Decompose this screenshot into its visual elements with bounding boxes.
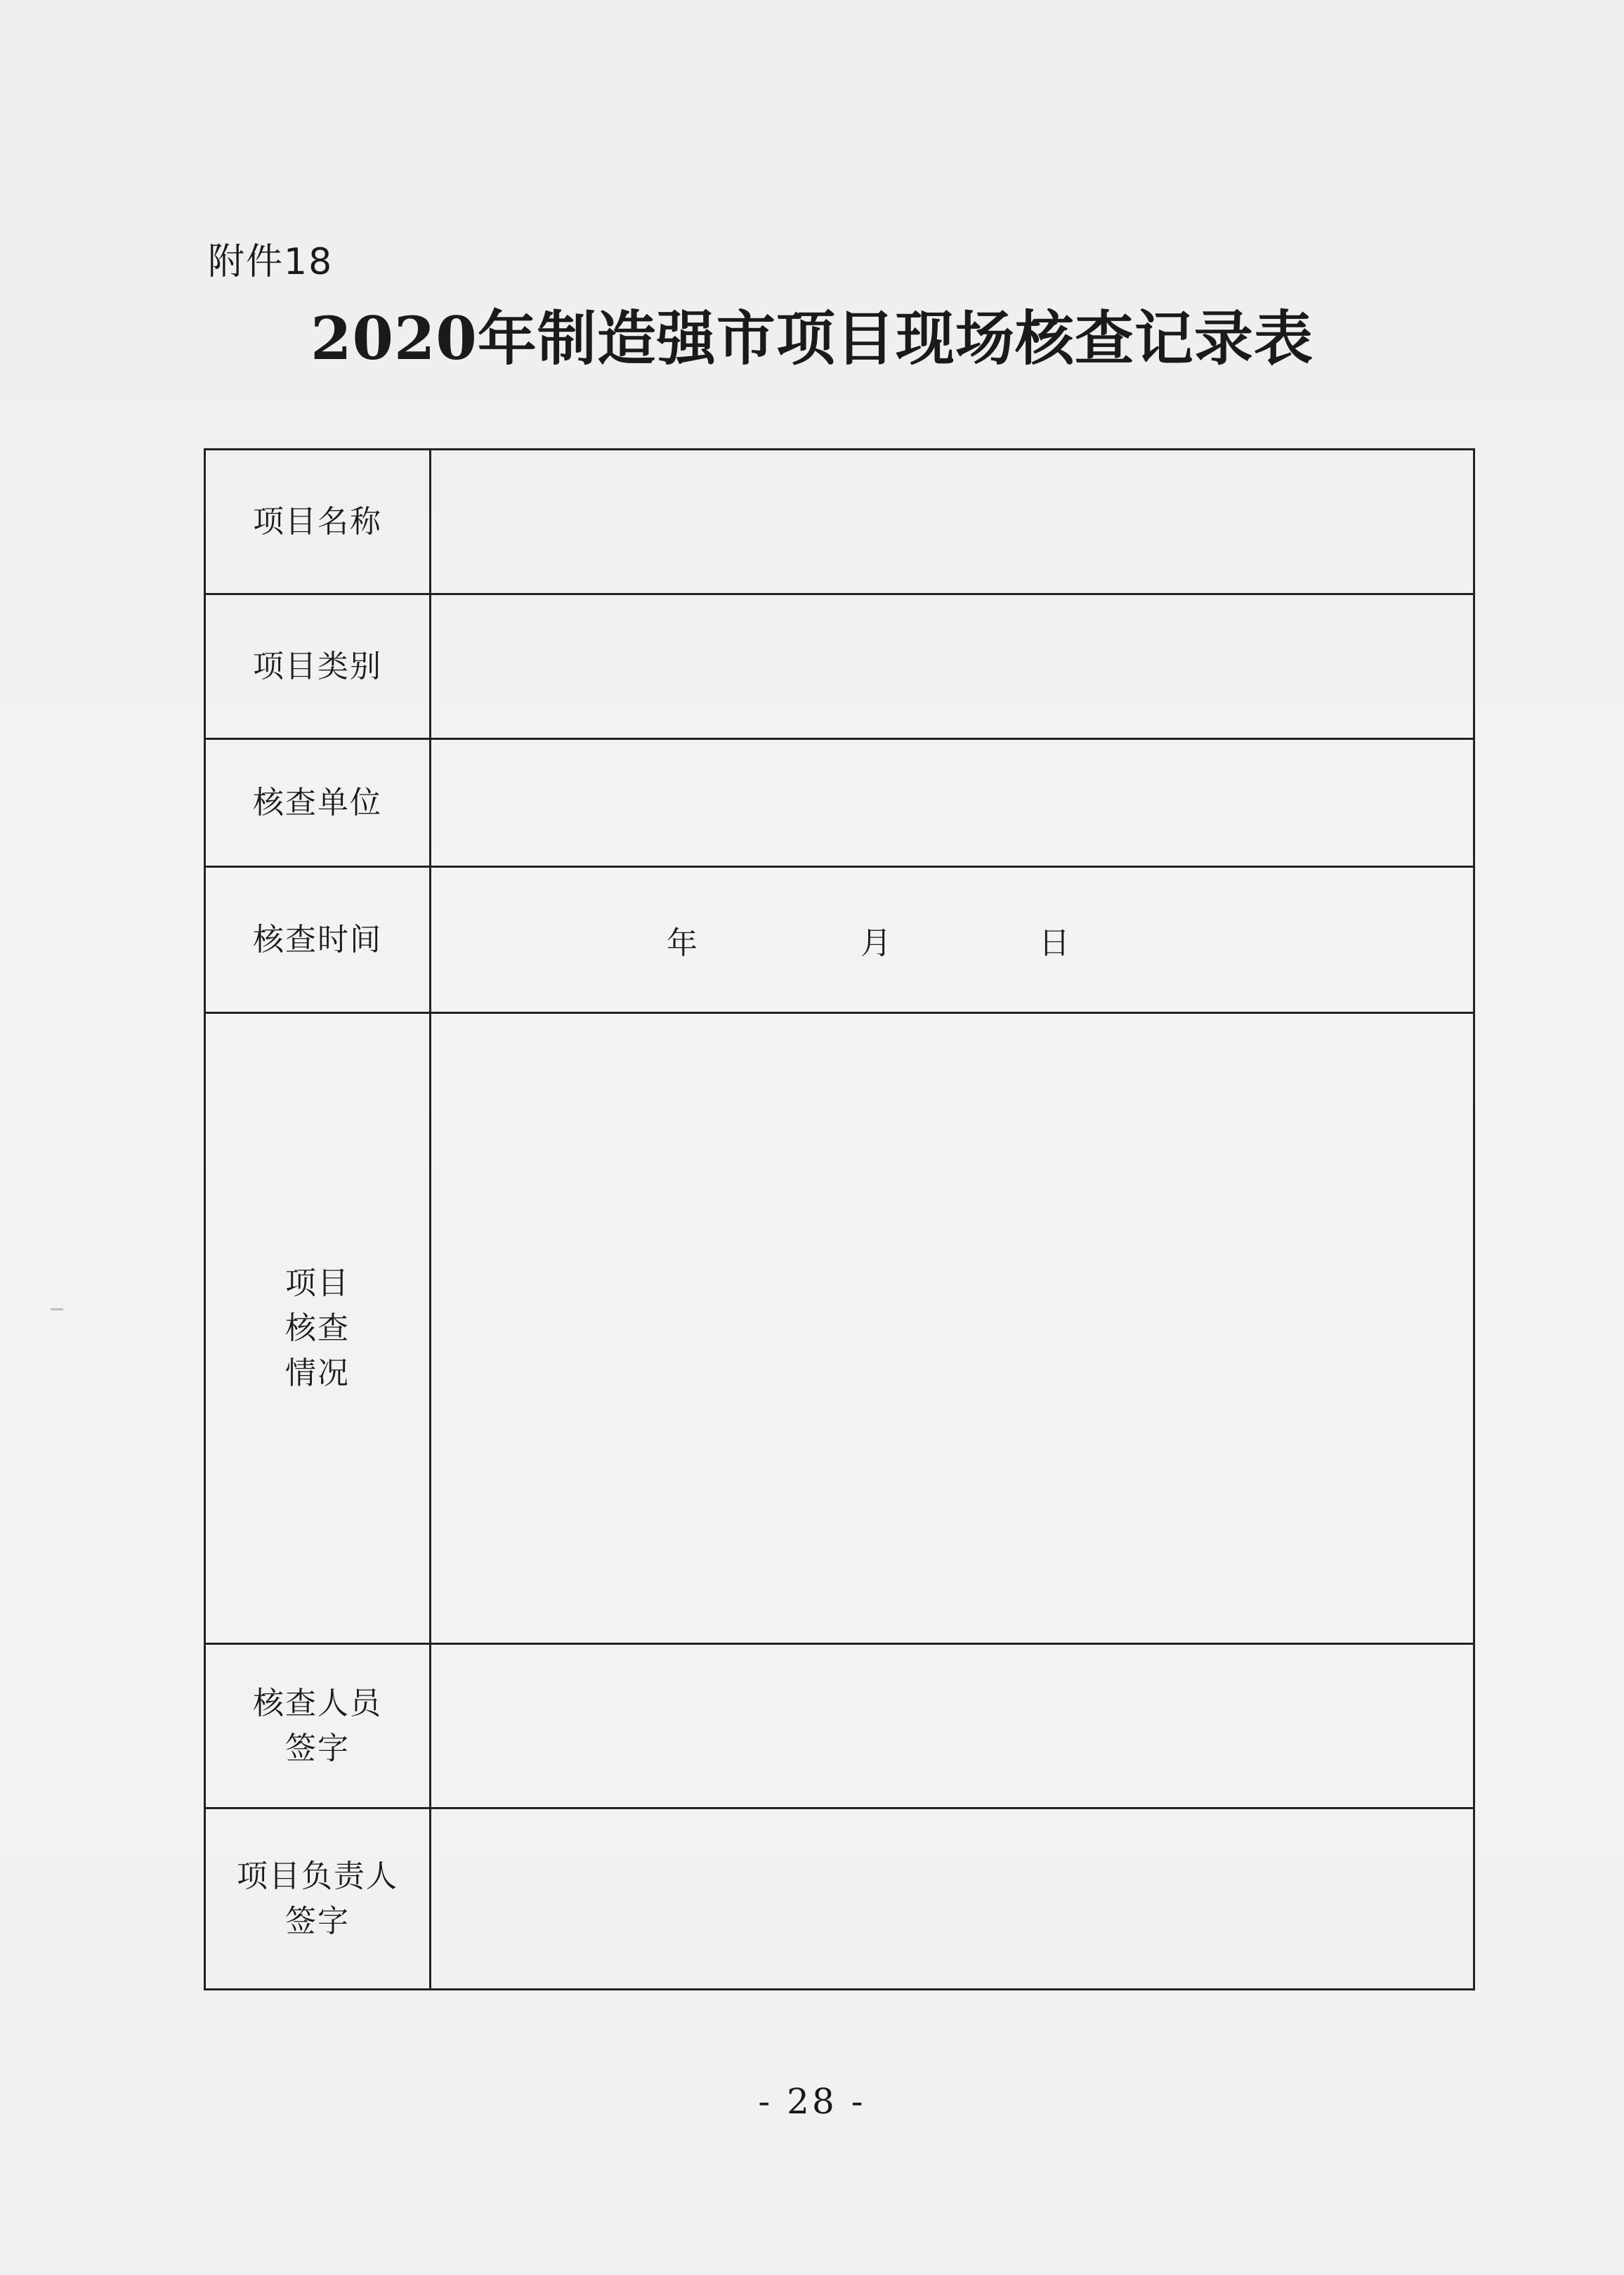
label-inspection-status [205,1013,431,1644]
attachment-label: 附件18 [208,241,334,283]
field-project-category[interactable] [431,594,1474,739]
table-row [205,594,1474,739]
label-inspector-signature [205,1644,431,1808]
table-row [205,739,1474,867]
page-number: - 28 - [758,2081,866,2122]
label-inspection-unit: 核查单位 [205,739,431,867]
label-leader-signature [205,1808,431,1990]
label-inspection-time: 核查时间 [205,867,431,1013]
date-year-label: 年 [667,925,698,961]
label-inspection-status-line1: 项目 [285,1265,350,1301]
label-inspector-signature-line1: 核查人员 [253,1685,382,1721]
label-inspection-status-line2: 核查 [285,1310,350,1346]
label-project-name: 项目名称 [205,450,431,594]
label-project-category: 项目类别 [205,594,431,739]
field-leader-signature[interactable] [431,1808,1474,1990]
label-inspector-signature-line2: 签字 [285,1730,350,1766]
table-row [205,1808,1474,1990]
date-row [431,918,1473,963]
label-leader-signature-line2: 签字 [285,1903,350,1939]
field-inspection-status[interactable] [431,1013,1474,1644]
field-inspection-unit[interactable] [431,739,1474,867]
page-title: 2020年制造强市项目现场核查记录表 [310,304,1314,373]
inspection-record-table [204,448,1475,1990]
scan-speck [51,1308,63,1310]
table-row [205,1644,1474,1808]
field-project-name[interactable] [431,450,1474,594]
table-row [205,450,1474,594]
date-day-label: 日 [1039,925,1070,961]
field-inspector-signature[interactable] [431,1644,1474,1808]
date-month-label: 月 [860,925,891,961]
table-row [205,867,1474,1013]
field-inspection-date[interactable] [431,867,1474,1013]
label-leader-signature-line1: 项目负责人 [237,1858,398,1894]
label-inspection-status-line3: 情况 [285,1355,350,1391]
table-row [205,1013,1474,1644]
